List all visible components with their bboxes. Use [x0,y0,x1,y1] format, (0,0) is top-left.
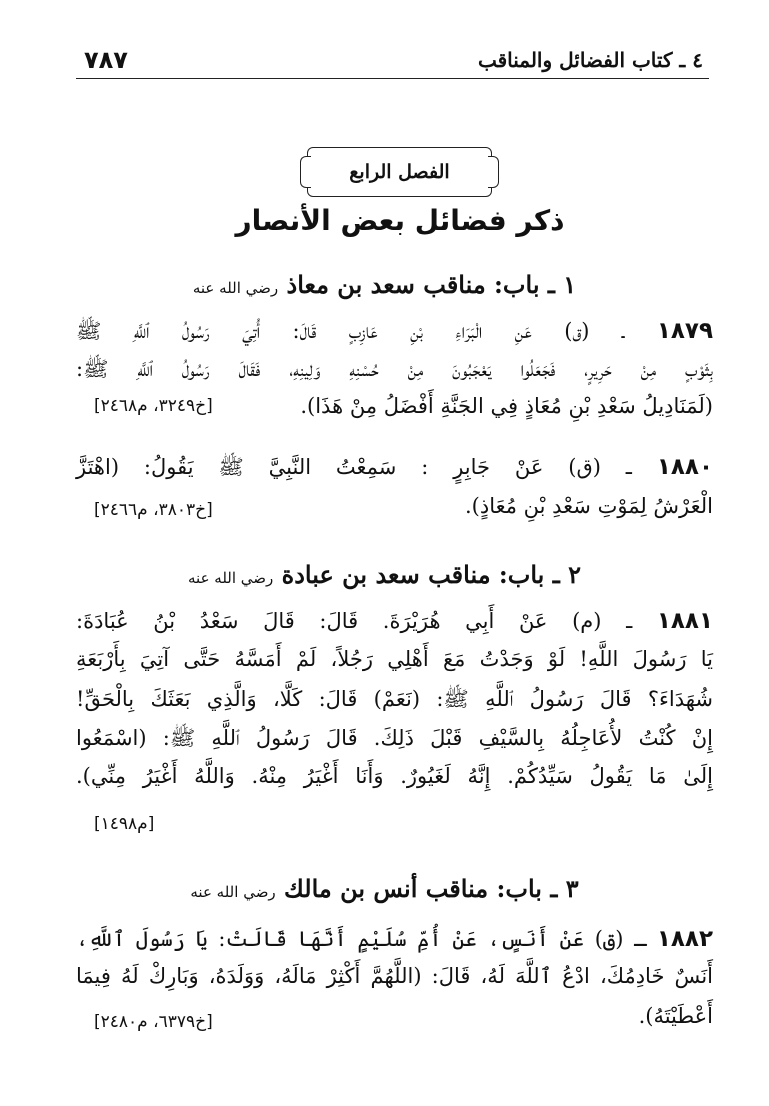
hadith-line [76,454,713,485]
hadith-line: (لَمَنَادِيلُ سَعْدِ بْنِ مُعَاذٍ فِي الجَنَّةِ أَفْضَلُ مِنْ هَذَا). [300,394,713,418]
hadith-reference: [م١٤٩٨] [94,814,155,834]
hadith-reference: [خ٣٢٤٩، م٢٤٦٨] [94,396,213,416]
hadith-reference: [خ٦٣٧٩، م٢٤٨٠] [94,1012,213,1032]
page-number: ٧٨٧ [84,46,128,74]
section-title: ٣ ـ باب: مناقب أنس بن مالك [284,874,579,903]
chapter-label-box [307,147,492,197]
hadith-line: إِلَىٰ مَا يَقُولُ سَيِّدُكُمْ. إِنَّهُ لَغَيُورٌ. وَأَنَا أَغْيَرُ مِنْهُ. وَاللَّهُ أَغْيَرُ مِنِّي). [76,764,713,788]
hadith-line: يَا رَسُولَ اللَّهِ! لَوْ وَجَدْتُ مَعَ أَهْلِي رَجُلاً، لَمْ أَمَسَّهُ حَتَّى آتِيَ بِأَرْبَعَةِ [76,647,713,671]
section-title: ٢ ـ باب: مناقب سعد بن عبادة [281,560,581,589]
hadith-text: ـ (م) عَنْ أَبِي هُرَيْرَةَ. قَالَ: قَالَ سَعْدُ بْنُ عُبَادَةَ: [76,609,633,633]
chapter-title: ذكر فضائل بعض الأنصار [235,204,565,237]
section-heading [120,270,649,299]
hadith-line: شُهَدَاءَ؟ قَالَ رَسُولُ ٱللَّهِ ﷺ: (نَعَمْ) قَالَ: كَلَّا، وَالَّذِي بَعَثَكَ بِالْحَقِّ! [76,687,713,711]
honorific-glyph: رضي الله عنه [188,569,274,587]
hadith-line [76,926,713,952]
hadith-number: ١٨٧٩ [656,318,713,344]
hadith-text: ـ (ق) عَنِ الْبَرَاءِ بْنِ عَازِبٍ قَالَ: أُتِيَ رَسُولُ ٱللَّهِ ﷺ [76,319,625,343]
chapter-label: الفصل الرابع [349,161,450,183]
hadith-line: إِنْ كُنْتُ لأُعَاجِلُهُ بِالسَّيْفِ قَبْلَ ذَلِكَ. قَالَ رَسُولُ ٱللَّهِ ﷺ: (اسْمَعُوا [76,726,713,750]
section-title: ١ ـ باب: مناقب سعد بن معاذ [286,270,577,299]
running-head: ٤ ـ كتاب الفضائل والمناقب [477,48,703,72]
honorific-glyph: رضي الله عنه [192,279,279,297]
hadith-line [76,318,713,349]
hadith-line: أَنَسٌ خَادِمُكَ، ادْعُ ٱللَّهَ لَهُ، قَالَ: (اللَّهُمَّ أَكْثِرْ مَالَهُ، وَوَلَدَهُ، وَبَارِكْ لَهُ فِيمَا [76,964,713,988]
section-heading [120,874,649,903]
hadith-line: الْعَرْشُ لِمَوْتِ سَعْدِ بْنِ مُعَاذٍ). [464,494,713,518]
hadith-reference: [خ٣٨٠٣، م٢٤٦٦] [94,500,213,520]
honorific-glyph: رضي الله عنه [190,883,276,901]
hadith-line [76,608,713,634]
hadith-text: ـ (ق) عَنْ أَنَسٍ، عَنْ أُمِّ سُلَيْمٍ أَنَّهَا قَالَتْ: يَا رَسُولَ ٱللَّهِ، [76,927,647,951]
page-header [76,44,709,79]
hadith-number: ١٨٨٠ [656,454,713,480]
hadith-number: ١٨٨٢ [656,926,713,952]
section-heading [120,560,649,589]
hadith-line: بِثَوْبٍ مِنْ حَرِيرٍ، فَجَعَلُوا يَعْجَبُونَ مِنْ حُسْنِهِ وَلِينِهِ، فَقَالَ رَسُولُ ٱللَّهِ ﷺ: [76,357,713,381]
hadith-text: ـ (ق) عَنْ جَابِرٍ : سَمِعْتُ النَّبِيَّ ﷺ يَقُولُ: (اهْتَزَّ [76,455,632,479]
hadith-number: ١٨٨١ [656,608,713,634]
hadith-line: أَعْطَيْتَهُ). [638,1004,713,1028]
